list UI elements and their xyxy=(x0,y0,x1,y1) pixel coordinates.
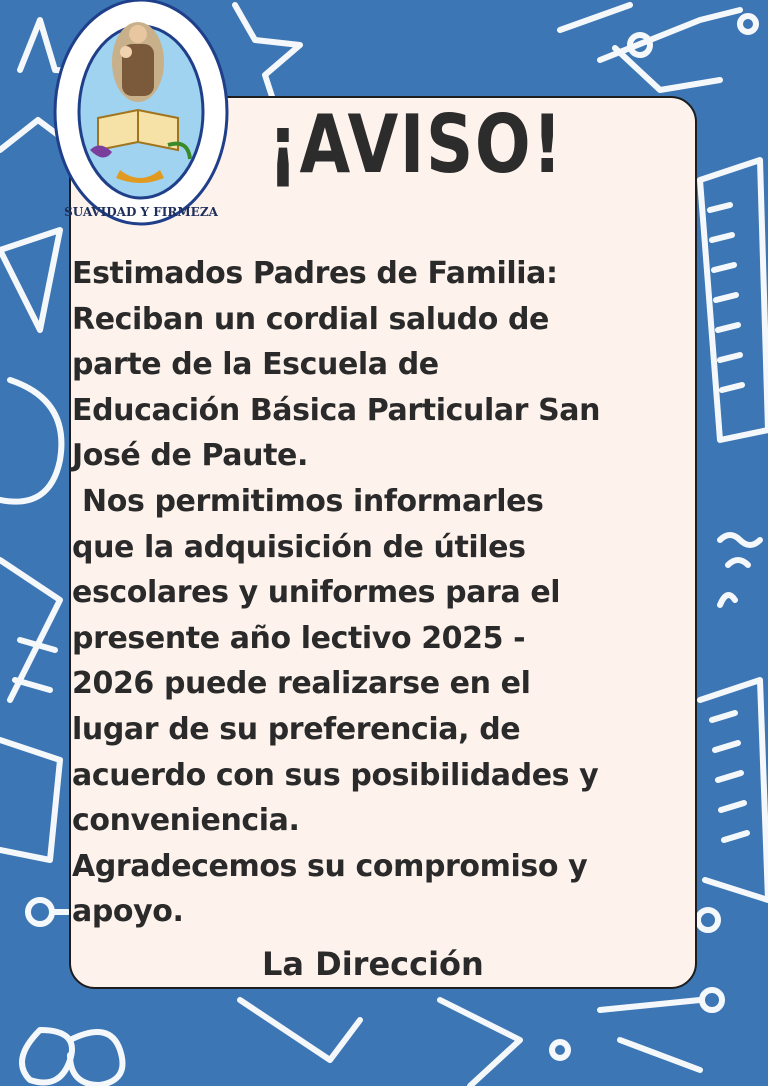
dot-doodle xyxy=(698,910,718,930)
seal-motto: SUAVIDAD Y FIRMEZA xyxy=(64,205,218,219)
circle-doodle xyxy=(0,380,61,502)
message-line: Reciban un cordial saludo de xyxy=(72,301,550,337)
ruler-doodle xyxy=(0,740,60,860)
message-line: conveniencia. xyxy=(72,803,300,839)
school-seal-icon xyxy=(50,0,232,240)
pin-doodle xyxy=(28,900,52,924)
notice-message xyxy=(72,251,694,935)
line-doodle xyxy=(240,1000,360,1060)
dot-doodle xyxy=(740,16,756,32)
message-line: escolares y uniformes para el xyxy=(72,575,561,611)
message-line: parte de la Escuela de xyxy=(72,347,439,383)
arrow-doodle xyxy=(600,1000,700,1070)
triangle-doodle xyxy=(440,1000,520,1086)
triangle-doodle xyxy=(0,230,60,330)
triangle-doodle xyxy=(0,560,60,700)
squiggle-doodle xyxy=(720,535,760,605)
message-line: 2026 puede realizarse en el xyxy=(72,666,531,702)
message-line: que la adquisición de útiles xyxy=(72,529,526,565)
ruler-doodle xyxy=(700,160,768,440)
signature: La Dirección xyxy=(262,945,484,983)
message-line: José de Paute. xyxy=(72,438,308,474)
message-line: presente año lectivo 2025 - xyxy=(72,620,526,656)
message-line: Estimados Padres de Familia: xyxy=(72,256,558,291)
dot-doodle xyxy=(552,1042,568,1058)
message-line: apoyo. xyxy=(72,894,184,930)
dot-doodle xyxy=(702,990,722,1010)
notice-title: ¡AVISO! xyxy=(268,98,564,191)
message-line: acuerdo con sus posibilidades y xyxy=(72,757,599,793)
message-line: Agradecemos su compromiso y xyxy=(72,848,588,884)
message-line: Educación Básica Particular San xyxy=(72,392,601,428)
glasses-doodle xyxy=(22,1030,123,1085)
message-line: lugar de su preferencia, de xyxy=(72,711,521,747)
message-line: Nos permitimos informarles xyxy=(72,483,544,519)
